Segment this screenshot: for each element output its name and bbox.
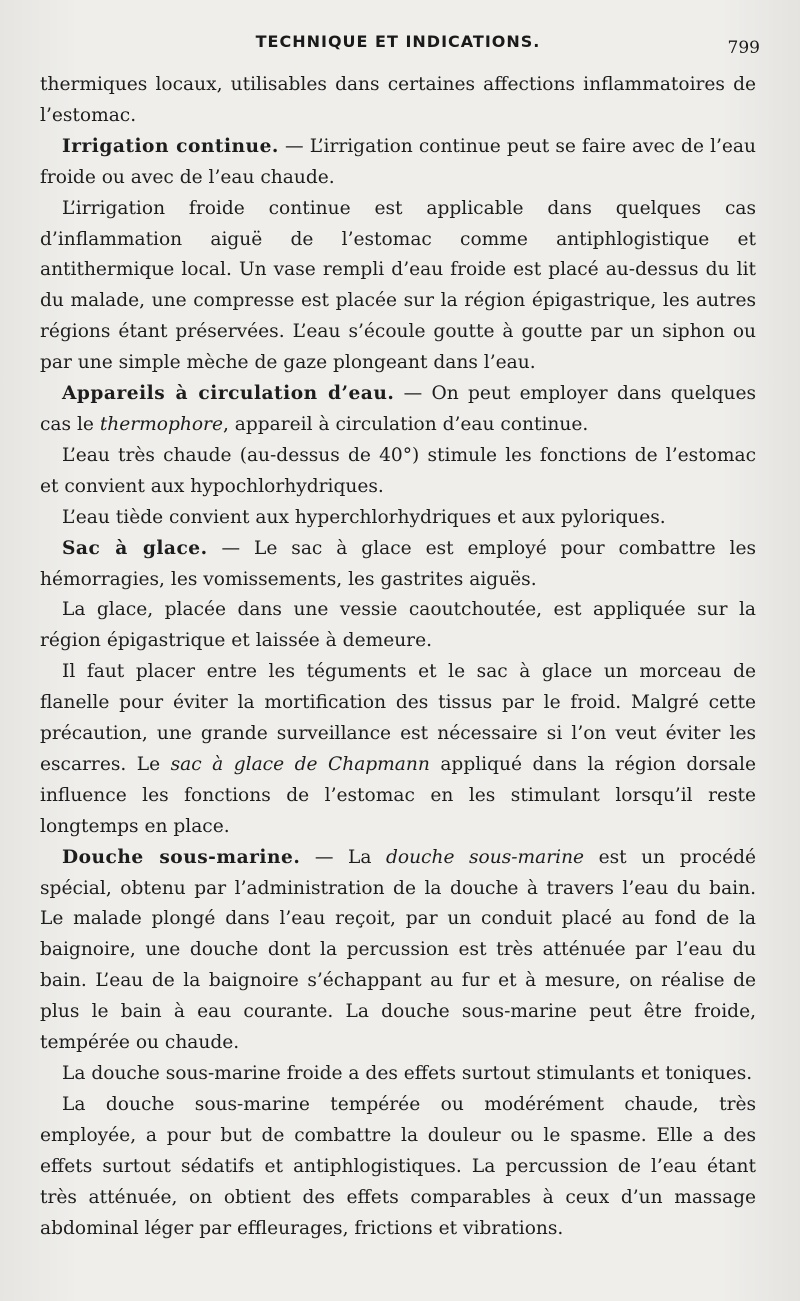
- paragraph: [40, 503, 756, 534]
- text-run: , appareil à circulation d’eau continue.: [222, 413, 589, 435]
- paragraph: [40, 379, 756, 441]
- paragraph: [40, 70, 756, 132]
- section-heading: Irrigation continue.: [62, 135, 279, 157]
- text-run: La glace, placée dans une vessie caoutchoutée, est appliquée sur la région épigastrique et laissée à demeure.: [40, 599, 756, 652]
- body-text: [40, 70, 756, 1244]
- italic-term: thermophore: [99, 413, 223, 435]
- page-number: 799: [727, 38, 760, 58]
- italic-term: sac à glace de Chapmann: [170, 753, 430, 775]
- text-run: L’eau très chaude (au-dessus de 40°) stimule les fonctions de l’estomac et convient aux hypochlorhydriques.: [40, 444, 756, 497]
- paragraph: [40, 843, 756, 1059]
- paragraph: [40, 657, 756, 842]
- section-heading: Sac à glace.: [62, 537, 208, 559]
- text-run: thermiques locaux, utilisables dans certaines affections inflammatoires de l’estomac.: [40, 74, 756, 126]
- text-run: — On peut employer dans quelques cas le: [40, 383, 756, 435]
- text-run: La douche sous-marine froide a des effets surtout stimulants et toniques.: [62, 1063, 753, 1084]
- paragraph: [40, 1059, 756, 1090]
- paragraph: [40, 595, 756, 657]
- text-run: appliqué dans la région dorsale influence les fonctions de l’estomac en les stimulant lorsqu’il reste longtemps en place.: [40, 753, 756, 837]
- paragraph: [40, 194, 756, 379]
- section-heading: Douche sous-marine.: [62, 846, 301, 868]
- text-run: L’eau tiède convient aux hyperchlorhydriques et aux pyloriques.: [62, 506, 666, 528]
- running-title: TECHNIQUE ET INDICATIONS.: [255, 32, 541, 51]
- text-run: — L’irrigation continue peut se faire avec de l’eau froide ou avec de l’eau chaude.: [40, 135, 756, 188]
- text-run: — La: [300, 846, 386, 868]
- paragraph: [40, 534, 756, 596]
- paragraph: [40, 132, 756, 194]
- running-head: [40, 28, 760, 70]
- paragraph: [40, 441, 756, 503]
- text-run: — Le sac à glace est employé pour combattre les hémorragies, les vomissements, les gastrites aiguës.: [40, 537, 757, 590]
- text-run: Il faut placer entre les téguments et le sac à glace un morceau de flanelle pour éviter la mortification des tissus par le froid. Malgré cette précaution, une grande surveillance est nécessaire si l’on veut éviter les escarres. Le: [40, 661, 756, 775]
- section-heading: Appareils à circulation d’eau.: [62, 383, 395, 405]
- text-run: La douche sous-marine tempérée ou modérément chaude, très employée, a pour but de combattre la douleur ou le spasme. Elle a des effets surtout sédatifs et antiphlogistiques. La percussion de l’eau étant très atténuée, on obtient des effets comparables à ceux d’un massage abdominal léger par effleurages, frictions et vibrations.: [40, 1093, 756, 1239]
- text-run: est un procédé spécial, obtenu par l’administration de la douche à travers l’eau du bain. Le malade plongé dans l’eau reçoit, par un conduit placé au fond de la baignoire, une douche dont la percussion est très atténuée par l’eau du bain. L’eau de la baignoire s’échappant au fur et à mesure, on réalise de plus le bain à eau courante. La douche sous-marine peut être froide, tempérée ou chaude.: [40, 846, 756, 1054]
- italic-term: douche sous-marine: [385, 846, 585, 868]
- paragraph: [40, 1090, 756, 1245]
- text-run: L’irrigation froide continue est applicable dans quelques cas d’inflammation aiguë de l’estomac comme antiphlogistique et antithermique local. Un vase rempli d’eau froide est placé au-dessus du lit du malade, une compresse est placée sur la région épigastrique, les autres régions étant préservées. L’eau s’écoule goutte à goutte par un siphon ou par une simple mèche de gaze plongeant dans l’eau.: [40, 197, 756, 374]
